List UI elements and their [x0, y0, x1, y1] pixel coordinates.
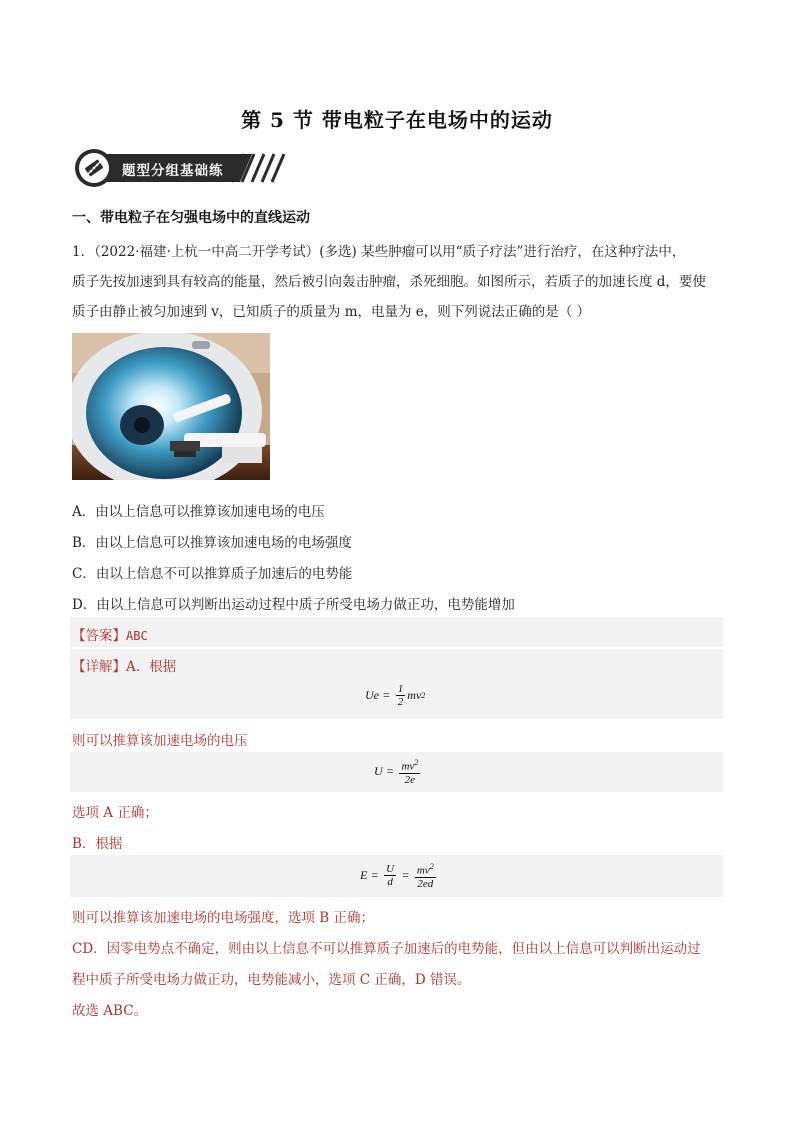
line-after-f1: 则可以推算该加速电场的电压	[72, 733, 248, 749]
option-d: D．由以上信息可以判断出运动过程中质子所受电场力做正功，电势能增加	[72, 597, 515, 613]
f1-rhs: mv	[407, 688, 422, 702]
page-title: 第 5 节 带电粒子在电场中的运动	[241, 108, 553, 132]
line-a-correct: 选项 A 正确；	[72, 805, 158, 821]
detail-tag: 【详解】	[72, 659, 126, 675]
question-line-2: 质子先按加速到具有较高的能量，然后被引向轰击肿瘤，杀死细胞。如图所示，若质子的加速长度 d，要使	[72, 274, 706, 290]
line-b: B．根据	[72, 836, 123, 852]
proton-therapy-photo	[72, 333, 270, 480]
f2-den: 2e	[404, 773, 416, 786]
line-cd-1: CD．因零电势点不确定，则由以上信息不可以推算质子加速后的电势能，但由以上信息可以判断出运动过	[72, 941, 701, 957]
section-heading: 一、带电粒子在匀强电场中的直线运动	[72, 210, 310, 226]
f3-fraction-1	[384, 863, 396, 888]
option-a: A．由以上信息可以推算该加速电场的电压	[72, 504, 325, 520]
f1-den: 2	[397, 696, 404, 708]
line-cd-2: 程中质子所受电场力做正功，电势能减小，选项 C 正确，D 错误。	[72, 972, 471, 988]
f2-lhs: U	[374, 763, 383, 778]
detail-start: A．根据	[126, 659, 177, 675]
f1-num: 1	[397, 683, 404, 695]
formula-2	[374, 757, 422, 786]
f2-fraction	[399, 757, 420, 786]
f3-lhs: E	[360, 867, 368, 882]
answer-tag: 【答案】	[72, 628, 126, 644]
question-line-3: 质子由静止被匀加速到 v，已知质子的质量为 m，电量为 e，则下列说法正确的是（ ）	[72, 304, 591, 320]
f2-num: $mv^2$	[401, 758, 419, 773]
option-c: C．由以上信息不可以推算质子加速后的电势能	[72, 566, 353, 582]
section-banner	[74, 148, 286, 188]
f3-den1: d	[387, 875, 393, 888]
f1-eq: =	[383, 688, 390, 702]
f2-eq: =	[386, 763, 394, 778]
question-line-1: 1．（2022·福建·上杭一中高二开学考试）(多选) 某些肿瘤可以用“质子疗法”进行治疗，在这种疗法中，	[72, 244, 686, 260]
f3-eq1: =	[371, 867, 379, 882]
formula-3	[360, 861, 438, 890]
answer-value: ABC	[126, 629, 148, 643]
line-final: 故选 ABC。	[72, 1003, 148, 1019]
f3-num1: U	[386, 862, 395, 875]
f3-eq2: =	[402, 867, 409, 882]
answer-line	[72, 624, 148, 644]
formula-1	[365, 683, 425, 708]
option-b: B．由以上信息可以推算该加速电场的电场强度	[72, 535, 352, 551]
f3-fraction-2	[415, 861, 436, 890]
f1-fraction	[396, 683, 406, 708]
line-after-f3: 则可以推算该加速电场的电场强度，选项 B 正确；	[72, 910, 375, 926]
f1-lhs: Ue	[365, 688, 379, 702]
answer-box	[70, 617, 723, 647]
f3-den2: 2ed	[417, 877, 434, 890]
banner-label: 题型分组基础练	[122, 163, 224, 179]
f3-num2: $mv^2$	[416, 862, 434, 877]
detail-line	[72, 655, 176, 675]
f1-exp: 2	[421, 691, 426, 700]
